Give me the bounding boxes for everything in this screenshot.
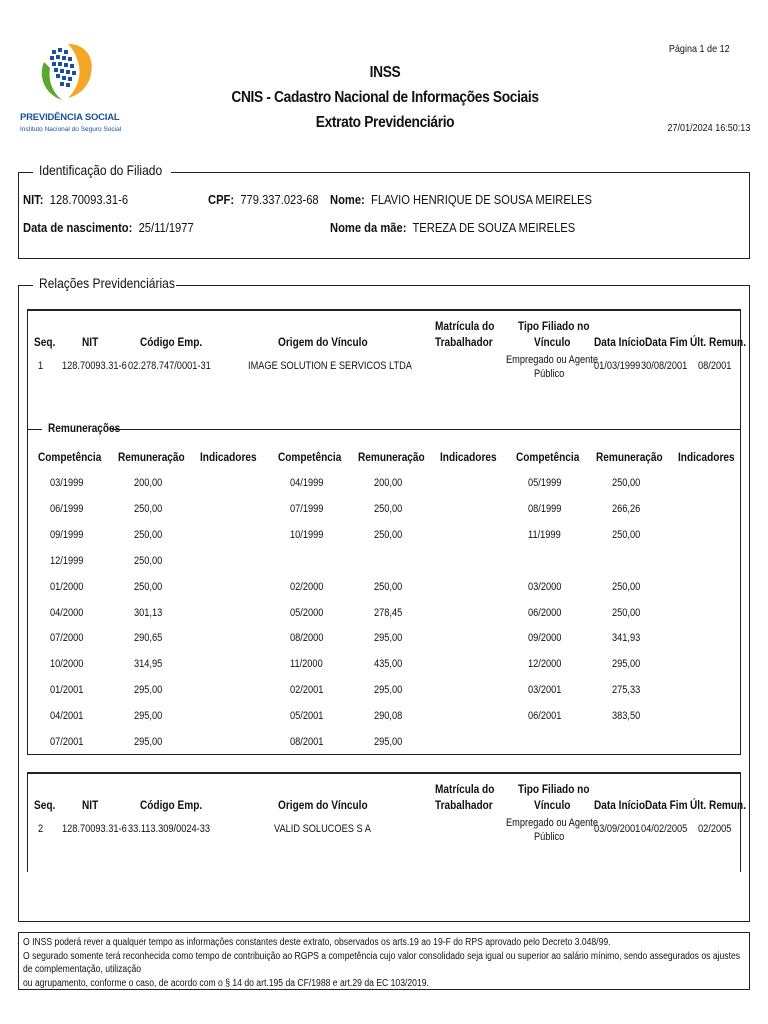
relacoes-section bbox=[18, 275, 750, 922]
competencia-cell: 06/2000 bbox=[528, 606, 562, 619]
logo-subtitle: Instituto Nacional do Seguro Social bbox=[20, 126, 122, 133]
vinculo-2-codigo: 33.113.309/0024-33 bbox=[128, 823, 211, 835]
competencia-cell: 09/2000 bbox=[528, 632, 562, 645]
header-tipo-1: Tipo Filiado no bbox=[518, 782, 590, 796]
remuneracao-cell: 250,00 bbox=[612, 580, 641, 593]
remuneracao-cell: 275,33 bbox=[612, 684, 641, 697]
col-indicadores-header: Indicadores bbox=[200, 450, 257, 464]
previdencia-logo bbox=[20, 40, 122, 140]
remuneracao-cell: 295,00 bbox=[134, 710, 163, 723]
identificacao-section bbox=[18, 162, 750, 259]
remuneracao-cell: 290,08 bbox=[374, 710, 403, 723]
header-inicio: Data Início bbox=[594, 335, 645, 349]
cpf-value: 779.337.023-68 bbox=[240, 192, 319, 207]
nome-field bbox=[330, 192, 592, 207]
col-indicadores-header: Indicadores bbox=[440, 450, 497, 464]
nascimento-field bbox=[23, 220, 194, 235]
competencia-cell: 11/1999 bbox=[528, 528, 561, 541]
header-codigo: Código Emp. bbox=[140, 798, 203, 812]
remuneracao-cell: 200,00 bbox=[374, 477, 403, 489]
header-ult: Últ. Remun. bbox=[690, 335, 747, 349]
competencia-cell: 06/2001 bbox=[528, 710, 562, 723]
competencia-cell: 02/2000 bbox=[290, 580, 324, 593]
vinculo-2-ult: 02/2005 bbox=[698, 823, 732, 835]
nit-value: 128.70093.31-6 bbox=[49, 192, 129, 207]
competencia-cell: 07/2000 bbox=[50, 632, 84, 645]
vinculo-1-inicio: 01/03/1999 bbox=[594, 360, 641, 372]
remuneracao-cell: 314,95 bbox=[134, 658, 163, 671]
competencia-cell: 03/2000 bbox=[528, 580, 562, 593]
header-origem: Origem do Vínculo bbox=[278, 798, 368, 812]
header-tipo-2: Vínculo bbox=[534, 798, 571, 812]
timestamp: 27/01/2024 16:50:13 bbox=[667, 122, 750, 134]
vinculo-2-fim: 04/02/2005 bbox=[641, 823, 688, 835]
vinculo-1-seq: 1 bbox=[38, 360, 44, 372]
nascimento-value: 25/11/1977 bbox=[138, 220, 194, 235]
remuneracao-cell: 250,00 bbox=[134, 580, 163, 593]
competencia-cell: 06/1999 bbox=[50, 502, 84, 515]
header-matricula-1: Matrícula do bbox=[435, 782, 495, 796]
header-seq: Seq. bbox=[34, 798, 56, 812]
relacoes-title: Relações Previdenciárias bbox=[39, 275, 175, 291]
header-inicio: Data Início bbox=[594, 798, 645, 812]
competencia-cell: 08/1999 bbox=[528, 502, 562, 515]
competencia-cell: 11/2000 bbox=[290, 658, 323, 671]
competencia-cell: 03/2001 bbox=[528, 684, 562, 697]
cpf-label: CPF: bbox=[208, 192, 235, 207]
remuneracao-cell: 295,00 bbox=[612, 658, 641, 671]
competencia-cell: 08/2001 bbox=[290, 736, 324, 748]
vinculo-2-origem: VALID SOLUCOES S A bbox=[274, 823, 371, 835]
competencia-cell: 12/2000 bbox=[528, 658, 562, 671]
header-origem: Origem do Vínculo bbox=[278, 335, 368, 349]
remuneracao-cell: 250,00 bbox=[374, 528, 403, 541]
header-matricula-2: Trabalhador bbox=[435, 798, 493, 812]
title-inss: INSS bbox=[369, 64, 401, 81]
vinculo-1-tipo-1: Empregado ou Agente bbox=[506, 354, 598, 366]
vinculo-1-ult: 08/2001 bbox=[698, 360, 732, 372]
vinculo-1-fim: 30/08/2001 bbox=[641, 360, 688, 372]
col-remuneracao-header: Remuneração bbox=[118, 450, 185, 464]
competencia-cell: 10/2000 bbox=[50, 658, 84, 671]
remuneracao-cell: 250,00 bbox=[612, 528, 641, 541]
vinculo-1-codigo: 02.278.747/0001-31 bbox=[128, 360, 211, 372]
header-matricula-2: Trabalhador bbox=[435, 335, 493, 349]
title-cnis: CNIS - Cadastro Nacional de Informações Sociais bbox=[231, 89, 539, 106]
header-ult: Últ. Remun. bbox=[690, 798, 747, 812]
header-codigo: Código Emp. bbox=[140, 335, 203, 349]
header-nit: NIT bbox=[82, 798, 99, 812]
competencia-cell: 07/1999 bbox=[290, 502, 324, 515]
vinculo-2-inicio: 03/09/2001 bbox=[594, 823, 641, 835]
remuneracao-cell: 250,00 bbox=[374, 502, 403, 515]
previdencia-logo-icon bbox=[34, 40, 96, 110]
competencia-cell: 08/2000 bbox=[290, 632, 324, 645]
remuneracao-cell: 250,00 bbox=[134, 528, 163, 541]
remuneracao-cell: 278,45 bbox=[374, 606, 403, 619]
header-matricula-1: Matrícula do bbox=[435, 319, 495, 333]
vinculo-1-tipo-2: Público bbox=[534, 368, 565, 380]
footer-line-3: ou agrupamento, conforme o caso, de acordo com o § 14 do art.195 da CF/1988 e art.29 da EC 103/2019. bbox=[23, 977, 429, 989]
vinculo-1-nit: 128.70093.31-6 bbox=[62, 360, 127, 372]
remuneracao-cell: 290,65 bbox=[134, 632, 163, 645]
page-number: Página 1 de 12 bbox=[669, 43, 730, 55]
remuneracao-cell: 250,00 bbox=[134, 554, 163, 567]
competencia-cell: 02/2001 bbox=[290, 684, 324, 697]
vinculo-1 bbox=[27, 309, 747, 755]
col-remuneracao-header: Remuneração bbox=[358, 450, 425, 464]
remuneracao-cell: 301,13 bbox=[134, 606, 163, 619]
footer-line-2: O segurado somente terá reconhecida como tempo de contribuição ao RGPS a competência cujo valor consolidado seja igual ou superior ao salário mínimo, sendo assegurados os ajustes de complementação, utilização bbox=[23, 950, 741, 975]
mae-field bbox=[330, 220, 575, 235]
vinculo-1-origem: IMAGE SOLUTION E SERVICOS LTDA bbox=[248, 360, 412, 372]
nit-field bbox=[23, 192, 128, 207]
remuneracao-cell: 295,00 bbox=[134, 736, 163, 748]
competencia-cell: 05/1999 bbox=[528, 477, 562, 489]
vinculo-2-tipo-1: Empregado ou Agente bbox=[506, 817, 598, 829]
col-competencia-header: Competência bbox=[516, 450, 580, 464]
header-tipo-2: Vínculo bbox=[534, 335, 571, 349]
nome-label: Nome: bbox=[330, 192, 365, 207]
remuneracao-cell: 295,00 bbox=[374, 684, 403, 697]
competencia-cell: 07/2001 bbox=[50, 736, 84, 748]
remuneracao-cell: 250,00 bbox=[374, 580, 403, 593]
competencia-cell: 12/1999 bbox=[50, 554, 84, 567]
nit-label: NIT: bbox=[23, 192, 44, 207]
header-fim: Data Fim bbox=[645, 798, 688, 812]
document-title bbox=[200, 60, 570, 135]
nome-value: FLAVIO HENRIQUE DE SOUSA MEIRELES bbox=[371, 192, 592, 207]
remuneracoes-title: Remunerações bbox=[48, 421, 121, 435]
competencia-cell: 01/2000 bbox=[50, 580, 84, 593]
nascimento-label: Data de nascimento: bbox=[23, 220, 133, 235]
competencia-cell: 05/2000 bbox=[290, 606, 324, 619]
remuneracao-cell: 200,00 bbox=[134, 477, 163, 489]
col-indicadores-header: Indicadores bbox=[678, 450, 735, 464]
col-competencia-header: Competência bbox=[278, 450, 342, 464]
competencia-cell: 04/1999 bbox=[290, 477, 324, 489]
header-fim: Data Fim bbox=[645, 335, 688, 349]
title-extrato: Extrato Previdenciário bbox=[315, 114, 455, 131]
logo-brand-text: PREVIDÊNCIA SOCIAL bbox=[20, 112, 120, 123]
competencia-cell: 05/2001 bbox=[290, 710, 324, 723]
header-tipo-1: Tipo Filiado no bbox=[518, 319, 590, 333]
competencia-cell: 04/2000 bbox=[50, 606, 84, 619]
vinculo-2 bbox=[27, 772, 747, 872]
mae-label: Nome da mãe: bbox=[330, 220, 407, 235]
remuneracao-cell: 250,00 bbox=[612, 606, 641, 619]
identificacao-title: Identificação do Filiado bbox=[39, 162, 163, 178]
competencia-cell: 03/1999 bbox=[50, 477, 84, 489]
remuneracao-cell: 295,00 bbox=[134, 684, 163, 697]
remuneracao-cell: 250,00 bbox=[134, 502, 163, 515]
col-remuneracao-header: Remuneração bbox=[596, 450, 663, 464]
cpf-field bbox=[208, 192, 319, 207]
vinculo-2-seq: 2 bbox=[38, 823, 44, 835]
competencia-cell: 09/1999 bbox=[50, 528, 84, 541]
footer-note bbox=[18, 932, 750, 990]
mae-value: TEREZA DE SOUZA MEIRELES bbox=[412, 220, 576, 235]
remuneracao-cell: 266,26 bbox=[612, 502, 641, 515]
header-seq: Seq. bbox=[34, 335, 56, 349]
remuneracao-cell: 341,93 bbox=[612, 632, 641, 645]
remuneracao-cell: 383,50 bbox=[612, 710, 641, 723]
competencia-cell: 04/2001 bbox=[50, 710, 84, 723]
header-nit: NIT bbox=[82, 335, 99, 349]
remuneracao-cell: 295,00 bbox=[374, 736, 403, 748]
vinculo-2-tipo-2: Público bbox=[534, 831, 565, 843]
vinculo-2-nit: 128.70093.31-6 bbox=[62, 823, 127, 835]
competencia-cell: 10/1999 bbox=[290, 528, 324, 541]
competencia-cell: 01/2001 bbox=[50, 684, 84, 697]
col-competencia-header: Competência bbox=[38, 450, 102, 464]
footer-line-1: O INSS poderá rever a qualquer tempo as informações constantes deste extrato, observados os arts.19 ao 19-F do RPS aprovado pelo Decreto 3.048/99. bbox=[23, 937, 611, 948]
remuneracao-cell: 435,00 bbox=[374, 658, 403, 671]
remuneracao-cell: 295,00 bbox=[374, 632, 403, 645]
remuneracao-cell: 250,00 bbox=[612, 477, 641, 489]
